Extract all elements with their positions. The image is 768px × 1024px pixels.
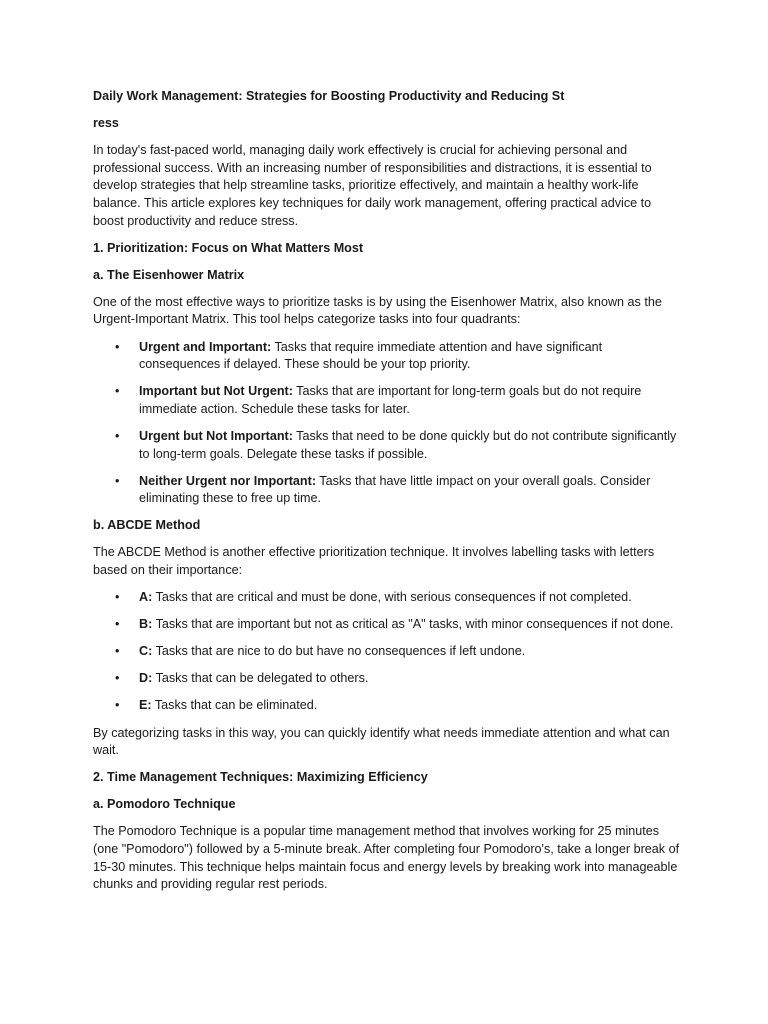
list-item-term: Urgent but Not Important: [139, 428, 293, 443]
list-item-term: B: [139, 617, 153, 632]
abcde-list [93, 589, 683, 715]
list-item-text: Tasks that have little impact on your overall goals. Consider eliminating these to free up time. [139, 473, 651, 506]
list-item [93, 428, 683, 463]
list-item-term: A: [139, 590, 153, 605]
bullet-icon: • [115, 590, 120, 605]
list-item [93, 616, 683, 634]
section-2a-heading: a. Pomodoro Technique [93, 797, 236, 812]
list-item-term: E: [139, 698, 152, 713]
list-item-term: Urgent and Important: [139, 339, 272, 354]
section-1b-heading: b. ABCDE Method [93, 518, 201, 533]
bullet-icon: • [115, 617, 120, 632]
list-item [93, 383, 683, 418]
eisenhower-list [93, 339, 683, 508]
list-item-text: Tasks that are important for long-term goals but do not require immediate action. Schedule these tasks for later. [139, 384, 642, 416]
list-item-term: D: [139, 671, 153, 686]
list-item [93, 643, 683, 661]
list-item-text: Tasks that require immediate attention and have significant consequences if delayed. These should be your top priority. [139, 339, 603, 372]
bullet-icon: • [115, 428, 120, 443]
section-2-heading: 2. Time Management Techniques: Maximizing Efficiency [93, 770, 428, 785]
list-item-term: Neither Urgent nor Important: [139, 473, 317, 488]
bullet-icon: • [115, 384, 120, 399]
list-item [93, 589, 683, 607]
document-title-line-2: ress [93, 116, 119, 131]
bullet-icon: • [115, 671, 120, 686]
list-item-term: C: [139, 644, 153, 659]
section-1b-paragraph: The ABCDE Method is another effective prioritization technique. It involves labelling tasks with letters based on their importance: [93, 545, 655, 577]
list-item-text: Tasks that can be eliminated. [151, 698, 318, 713]
section-1b-closing: By categorizing tasks in this way, you can quickly identify what needs immediate attention and what can wait. [93, 725, 670, 758]
document-title-line-1: Daily Work Management: Strategies for Boosting Productivity and Reducing St [93, 89, 565, 103]
section-2a-paragraph: The Pomodoro Technique is a popular time management method that involves working for 25 minutes (one "Pomodoro") followed by a 5-minute break. After completing four Pomodoro's, take a longer break of 15-30 minutes. This technique helps maintain focus and energy levels by breaking work into manageable chunks and providing regular rest periods. [93, 824, 680, 892]
bullet-icon: • [115, 339, 120, 354]
bullet-icon: • [115, 644, 120, 659]
list-item-text: Tasks that are important but not as critical as "A" tasks, with minor consequences if not done. [152, 617, 674, 632]
section-1-heading: 1. Prioritization: Focus on What Matters Most [93, 240, 364, 255]
list-item [93, 697, 683, 715]
list-item-text: Tasks that are critical and must be done, with serious consequences if not completed. [152, 590, 632, 605]
list-item-text: Tasks that are nice to do but have no consequences if left undone. [152, 644, 526, 659]
list-item-text: Tasks that can be delegated to others. [152, 671, 369, 686]
intro-paragraph: In today's fast-paced world, managing daily work effectively is crucial for achieving personal and professional success. With an increasing number of responsibilities and distractions, it is essential to develop strategies that help streamline tasks, prioritize effectively, and maintain a healthy work-life balance. This article explores key techniques for daily work management, offering practical advice to boost productivity and reduce stress. [93, 143, 652, 228]
document-page [93, 88, 683, 903]
list-item [93, 473, 683, 508]
bullet-icon: • [115, 473, 120, 488]
list-item [93, 670, 683, 688]
list-item [93, 339, 683, 374]
list-item-text: Tasks that need to be done quickly but do not contribute significantly to long-term goals. Delegate these tasks if possible. [139, 428, 677, 461]
list-item-term: Important but Not Urgent: [139, 384, 293, 399]
bullet-icon: • [115, 698, 120, 713]
section-1a-paragraph: One of the most effective ways to prioritize tasks is by using the Eisenhower Matrix, also known as the Urgent-Important Matrix. This tool helps categorize tasks into four quadrants: [93, 294, 662, 327]
section-1a-heading: a. The Eisenhower Matrix [93, 267, 245, 282]
